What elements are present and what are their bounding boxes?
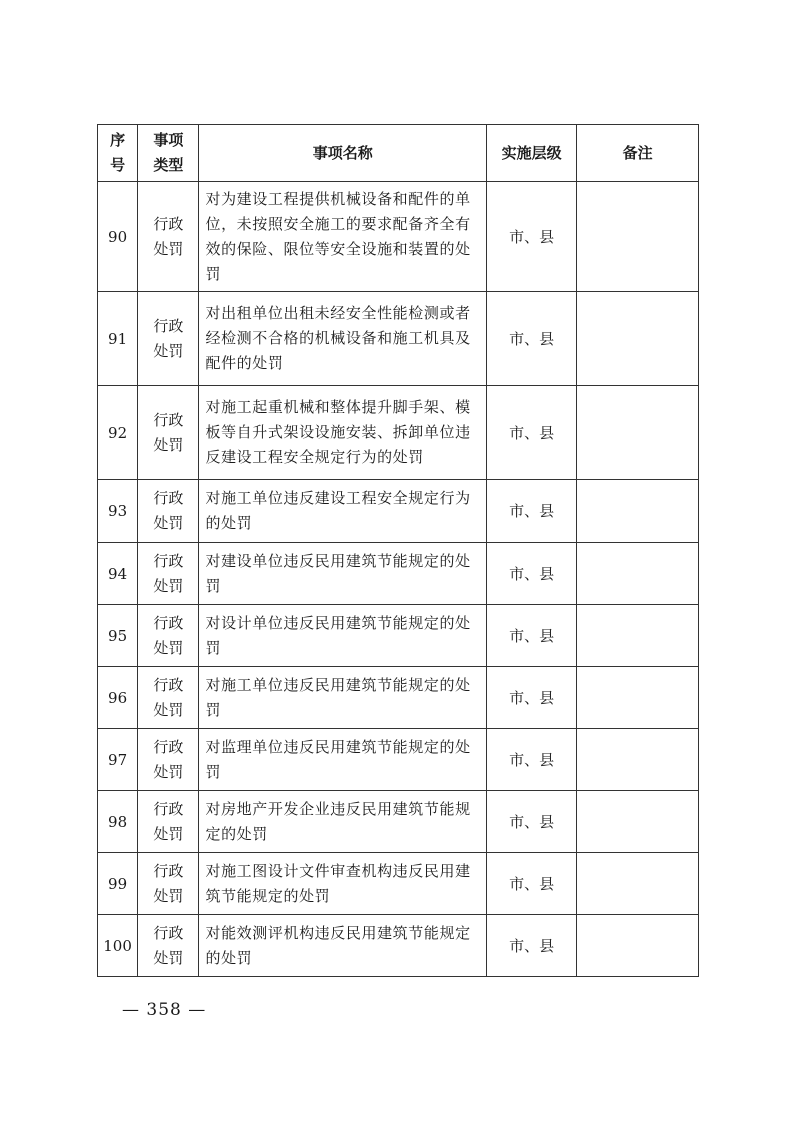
row-number: 93 xyxy=(98,480,138,543)
table-row xyxy=(98,853,699,915)
row-note xyxy=(577,386,699,480)
table-row xyxy=(98,605,699,667)
row-number: 94 xyxy=(98,543,138,605)
row-note xyxy=(577,791,699,853)
header-number: 序号 xyxy=(98,125,138,182)
row-item-type: 行政处罚 xyxy=(138,605,199,667)
table-header-row xyxy=(98,125,699,182)
row-item-name: 对出租单位出租未经安全性能检测或者经检测不合格的机械设备和施工机具及配件的处罚 xyxy=(199,292,486,386)
row-item-type: 行政处罚 xyxy=(138,386,199,480)
row-note xyxy=(577,182,699,292)
page-number: — 358 — xyxy=(122,1000,207,1020)
row-note xyxy=(577,915,699,977)
table-row xyxy=(98,480,699,543)
row-level: 市、县 xyxy=(486,182,576,292)
table-row xyxy=(98,667,699,729)
row-number: 91 xyxy=(98,292,138,386)
table-row xyxy=(98,386,699,480)
row-level: 市、县 xyxy=(486,915,576,977)
items-table xyxy=(97,124,699,977)
row-number: 96 xyxy=(98,667,138,729)
row-level: 市、县 xyxy=(486,480,576,543)
row-level: 市、县 xyxy=(486,386,576,480)
row-item-type: 行政处罚 xyxy=(138,480,199,543)
row-number: 90 xyxy=(98,182,138,292)
row-item-name: 对施工单位违反建设工程安全规定行为的处罚 xyxy=(199,480,486,543)
row-note xyxy=(577,729,699,791)
row-item-type: 行政处罚 xyxy=(138,729,199,791)
row-note xyxy=(577,292,699,386)
row-level: 市、县 xyxy=(486,605,576,667)
row-item-type: 行政处罚 xyxy=(138,915,199,977)
table-row xyxy=(98,791,699,853)
row-item-name: 对施工图设计文件审查机构违反民用建筑节能规定的处罚 xyxy=(199,853,486,915)
row-item-name: 对监理单位违反民用建筑节能规定的处罚 xyxy=(199,729,486,791)
row-item-name: 对施工起重机械和整体提升脚手架、模板等自升式架设设施安装、拆卸单位违反建设工程安全规定行为的处罚 xyxy=(199,386,486,480)
row-level: 市、县 xyxy=(486,853,576,915)
row-item-name: 对设计单位违反民用建筑节能规定的处罚 xyxy=(199,605,486,667)
row-note xyxy=(577,667,699,729)
header-note: 备注 xyxy=(577,125,699,182)
table-row xyxy=(98,543,699,605)
row-item-name: 对施工单位违反民用建筑节能规定的处罚 xyxy=(199,667,486,729)
row-number: 100 xyxy=(98,915,138,977)
row-item-type: 行政处罚 xyxy=(138,791,199,853)
table-row xyxy=(98,915,699,977)
row-item-type: 行政处罚 xyxy=(138,853,199,915)
row-note xyxy=(577,605,699,667)
row-item-name: 对能效测评机构违反民用建筑节能规定的处罚 xyxy=(199,915,486,977)
row-note xyxy=(577,853,699,915)
row-number: 95 xyxy=(98,605,138,667)
row-number: 92 xyxy=(98,386,138,480)
row-item-name: 对为建设工程提供机械设备和配件的单位，未按照安全施工的要求配备齐全有效的保险、限位等安全设施和装置的处罚 xyxy=(199,182,486,292)
row-item-name: 对建设单位违反民用建筑节能规定的处罚 xyxy=(199,543,486,605)
row-level: 市、县 xyxy=(486,791,576,853)
row-item-type: 行政处罚 xyxy=(138,543,199,605)
row-level: 市、县 xyxy=(486,292,576,386)
table-body xyxy=(98,182,699,977)
header-level: 实施层级 xyxy=(486,125,576,182)
row-note xyxy=(577,543,699,605)
row-number: 99 xyxy=(98,853,138,915)
row-note xyxy=(577,480,699,543)
row-item-type: 行政处罚 xyxy=(138,182,199,292)
row-item-type: 行政处罚 xyxy=(138,292,199,386)
row-level: 市、县 xyxy=(486,543,576,605)
table-row xyxy=(98,182,699,292)
table-row xyxy=(98,729,699,791)
row-item-type: 行政处罚 xyxy=(138,667,199,729)
row-level: 市、县 xyxy=(486,667,576,729)
row-number: 97 xyxy=(98,729,138,791)
header-item-name: 事项名称 xyxy=(199,125,486,182)
row-level: 市、县 xyxy=(486,729,576,791)
row-number: 98 xyxy=(98,791,138,853)
row-item-name: 对房地产开发企业违反民用建筑节能规定的处罚 xyxy=(199,791,486,853)
header-item-type: 事项类型 xyxy=(138,125,199,182)
table-row xyxy=(98,292,699,386)
